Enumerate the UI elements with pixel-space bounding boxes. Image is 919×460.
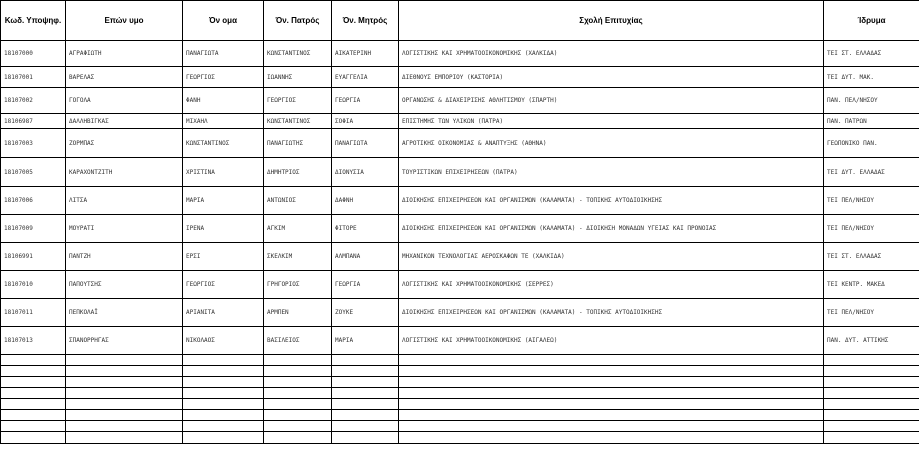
cell-father: ΒΑΣΙΛΕΙΟΣ [264, 327, 332, 355]
cell-code: 18106991 [1, 243, 66, 271]
cell-institution: ΠΑΝ. ΠΕΛ/ΝΗΣΟΥ [824, 88, 919, 114]
table-row [1, 327, 919, 355]
cell-school: ΤΟΥΡΙΣΤΙΚΩΝ ΕΠΙΧΕΙΡΗΣΕΩΝ (ΠΑΤΡΑ) [399, 158, 824, 187]
cell-institution: ΤΕΙ ΠΕΛ/ΝΗΣΟΥ [824, 299, 919, 327]
cell-institution: ΓΕΩΠΟΝΙΚΟ ΠΑΝ. [824, 129, 919, 158]
cell-name: ΓΕΩΡΓΙΟΣ [183, 67, 264, 88]
cell-father: ΔΗΜΗΤΡΙΟΣ [264, 158, 332, 187]
empty-row [1, 355, 919, 366]
cell-mother: ΜΑΡΙΑ [332, 327, 399, 355]
cell-code: 18107011 [1, 299, 66, 327]
cell-surname: ΠΑΠΟΥΤΣΗΣ [66, 271, 183, 299]
cell-name: ΑΡΙΑΝΙΤΑ [183, 299, 264, 327]
header-mother: Όν. Μητρός [332, 1, 399, 41]
cell-surname: ΣΠΑΝΟΡΡΗΓΑΣ [66, 327, 183, 355]
cell-school: ΔΙΟΙΚΗΣΗΣ ΕΠΙΧΕΙΡΗΣΕΩΝ ΚΑΙ ΟΡΓΑΝΙΣΜΩΝ (ΚΑΛΑΜΑΤΑ) - ΔΙΟΙΚΗΣΗ ΜΟΝΑΔΩΝ ΥΓΕΙΑΣ ΚΑΙ ΠΡΟΝΟΙΑΣ [399, 215, 824, 243]
cell-code: 18107005 [1, 158, 66, 187]
cell-school: ΛΟΓΙΣΤΙΚΗΣ ΚΑΙ ΧΡΗΜΑΤΟΟΙΚΟΝΟΜΙΚΗΣ (ΑΙΓΑΛΕΩ) [399, 327, 824, 355]
cell-school: ΑΓΡΟΤΙΚΗΣ ΟΙΚΟΝΟΜΙΑΣ & ΑΝΑΠΤΥΞΗΣ (ΑΘΗΝΑ) [399, 129, 824, 158]
cell-school: ΔΙΕΘΝΟΥΣ ΕΜΠΟΡΙΟΥ (ΚΑΣΤΟΡΙΑ) [399, 67, 824, 88]
cell-code: 18107000 [1, 41, 66, 67]
cell-school: ΔΙΟΙΚΗΣΗΣ ΕΠΙΧΕΙΡΗΣΕΩΝ ΚΑΙ ΟΡΓΑΝΙΣΜΩΝ (ΚΑΛΑΜΑΤΑ) - ΤΟΠΙΚΗΣ ΑΥΤΟΔΙΟΙΚΗΣΗΣ [399, 187, 824, 215]
cell-school: ΛΟΓΙΣΤΙΚΗΣ ΚΑΙ ΧΡΗΜΑΤΟΟΙΚΟΝΟΜΙΚΗΣ (ΣΕΡΡΕΣ) [399, 271, 824, 299]
table-row [1, 41, 919, 67]
cell-code: 18107001 [1, 67, 66, 88]
cell-mother: ΔΑΦΝΗ [332, 187, 399, 215]
cell-name: ΓΕΩΡΓΙΟΣ [183, 271, 264, 299]
cell-name: ΜΑΡΙΑ [183, 187, 264, 215]
cell-institution: ΤΕΙ ΣΤ. ΕΛΛΑΔΑΣ [824, 41, 919, 67]
cell-father: ΑΡΜΠΕΝ [264, 299, 332, 327]
cell-code: 18107003 [1, 129, 66, 158]
cell-father: ΣΚΕΛΚΙΜ [264, 243, 332, 271]
header-name: Όν ομα [183, 1, 264, 41]
empty-row [1, 377, 919, 388]
cell-code: 18107002 [1, 88, 66, 114]
cell-mother: ΔΙΟΝΥΣΙΑ [332, 158, 399, 187]
table-row [1, 114, 919, 129]
table-row [1, 243, 919, 271]
empty-row [1, 421, 919, 432]
cell-father: ΚΩΝΣΤΑΝΤΙΝΟΣ [264, 114, 332, 129]
table-row [1, 129, 919, 158]
cell-surname: ΚΑΡΑΧΟΝΤΖΙΤΗ [66, 158, 183, 187]
cell-father: ΚΩΝΣΤΑΝΤΙΝΟΣ [264, 41, 332, 67]
cell-mother: ΑΙΚΑΤΕΡΙΝΗ [332, 41, 399, 67]
table-row [1, 158, 919, 187]
cell-name: ΙΡΕΝΑ [183, 215, 264, 243]
table-row [1, 67, 919, 88]
cell-institution: ΤΕΙ ΚΕΝΤΡ. ΜΑΚΕΔ [824, 271, 919, 299]
cell-institution: ΠΑΝ. ΔΥΤ. ΑΤΤΙΚΗΣ [824, 327, 919, 355]
cell-father: ΓΡΗΓΟΡΙΟΣ [264, 271, 332, 299]
cell-mother: ΖΟΥΚΕ [332, 299, 399, 327]
cell-name: ΧΡΙΣΤΙΝΑ [183, 158, 264, 187]
table-row [1, 271, 919, 299]
cell-name: ΠΑΝΑΓΙΩΤΑ [183, 41, 264, 67]
cell-father: ΑΝΤΩΝΙΟΣ [264, 187, 332, 215]
cell-surname: ΒΑΡΕΛΑΣ [66, 67, 183, 88]
cell-surname: ΖΟΡΜΠΑΣ [66, 129, 183, 158]
cell-mother: ΣΟΦΙΑ [332, 114, 399, 129]
header-row [1, 1, 919, 41]
cell-surname: ΠΑΝΤΖΗ [66, 243, 183, 271]
table-row [1, 299, 919, 327]
cell-institution: ΤΕΙ ΠΕΛ/ΝΗΣΟΥ [824, 187, 919, 215]
cell-code: 18107009 [1, 215, 66, 243]
cell-code: 18107013 [1, 327, 66, 355]
cell-mother: ΑΛΜΠΑΝΑ [332, 243, 399, 271]
header-code: Κωδ. Υποψηφ. [1, 1, 66, 41]
cell-institution: ΤΕΙ ΠΕΛ/ΝΗΣΟΥ [824, 215, 919, 243]
cell-school: ΜΗΧΑΝΙΚΩΝ ΤΕΧΝΟΛΟΓΙΑΣ ΑΕΡΟΣΚΑΦΩΝ ΤΕ (ΧΑΛΚΙΔΑ) [399, 243, 824, 271]
header-school: Σχολή Επιτυχίας [399, 1, 824, 41]
cell-surname: ΠΕΠΚΟΛΑΪ [66, 299, 183, 327]
empty-row [1, 388, 919, 399]
empty-row [1, 410, 919, 421]
header-father: Όν. Πατρός [264, 1, 332, 41]
cell-code: 18107010 [1, 271, 66, 299]
header-institution: Ίδρυμα [824, 1, 919, 41]
cell-surname: ΛΙΤΣΑ [66, 187, 183, 215]
cell-institution: ΤΕΙ ΣΤ. ΕΛΛΑΔΑΣ [824, 243, 919, 271]
cell-mother: ΠΑΝΑΓΙΩΤΑ [332, 129, 399, 158]
cell-school: ΔΙΟΙΚΗΣΗΣ ΕΠΙΧΕΙΡΗΣΕΩΝ ΚΑΙ ΟΡΓΑΝΙΣΜΩΝ (ΚΑΛΑΜΑΤΑ) - ΤΟΠΙΚΗΣ ΑΥΤΟΔΙΟΙΚΗΣΗΣ [399, 299, 824, 327]
cell-name: ΜΙΧΑΗΛ [183, 114, 264, 129]
empty-row [1, 366, 919, 377]
cell-name: ΚΩΝΣΤΑΝΤΙΝΟΣ [183, 129, 264, 158]
cell-code: 18106987 [1, 114, 66, 129]
cell-institution: ΤΕΙ ΔΥΤ. ΕΛΛΑΔΑΣ [824, 158, 919, 187]
empty-row [1, 432, 919, 444]
cell-mother: ΕΥΑΓΓΕΛΙΑ [332, 67, 399, 88]
cell-father: ΑΓΚΙΜ [264, 215, 332, 243]
cell-father: ΓΕΩΡΓΙΟΣ [264, 88, 332, 114]
cell-name: ΦΑΝΗ [183, 88, 264, 114]
cell-surname: ΔΑΛΛΗΒΙΓΚΑΣ [66, 114, 183, 129]
cell-institution: ΤΕΙ ΔΥΤ. ΜΑΚ. [824, 67, 919, 88]
cell-surname: ΓΟΓΟΛΑ [66, 88, 183, 114]
cell-name: ΝΙΚΟΛΑΟΣ [183, 327, 264, 355]
cell-surname: ΜΟΥΡΑΤΙ [66, 215, 183, 243]
cell-mother: ΦΙΤΟΡΕ [332, 215, 399, 243]
cell-name: ΕΡΣΙ [183, 243, 264, 271]
cell-school: ΛΟΓΙΣΤΙΚΗΣ ΚΑΙ ΧΡΗΜΑΤΟΟΙΚΟΝΟΜΙΚΗΣ (ΧΑΛΚΙΔΑ) [399, 41, 824, 67]
table-row [1, 88, 919, 114]
table-row [1, 187, 919, 215]
empty-row [1, 399, 919, 410]
cell-father: ΙΩΑΝΝΗΣ [264, 67, 332, 88]
cell-surname: ΑΓΡΑΦΙΩΤΗ [66, 41, 183, 67]
header-surname: Επών υμο [66, 1, 183, 41]
cell-father: ΠΑΝΑΓΙΩΤΗΣ [264, 129, 332, 158]
cell-institution: ΠΑΝ. ΠΑΤΡΩΝ [824, 114, 919, 129]
cell-mother: ΓΕΩΡΓΙΑ [332, 271, 399, 299]
cell-mother: ΓΕΩΡΓΙΑ [332, 88, 399, 114]
cell-code: 18107006 [1, 187, 66, 215]
cell-school: ΟΡΓΑΝΩΣΗΣ & ΔΙΑΧΕΙΡΙΣΗΣ ΑΘΛΗΤΙΣΜΟΥ (ΣΠΑΡΤΗ) [399, 88, 824, 114]
table-row [1, 215, 919, 243]
cell-school: ΕΠΙΣΤΗΜΗΣ ΤΩΝ ΥΛΙΚΩΝ (ΠΑΤΡΑ) [399, 114, 824, 129]
